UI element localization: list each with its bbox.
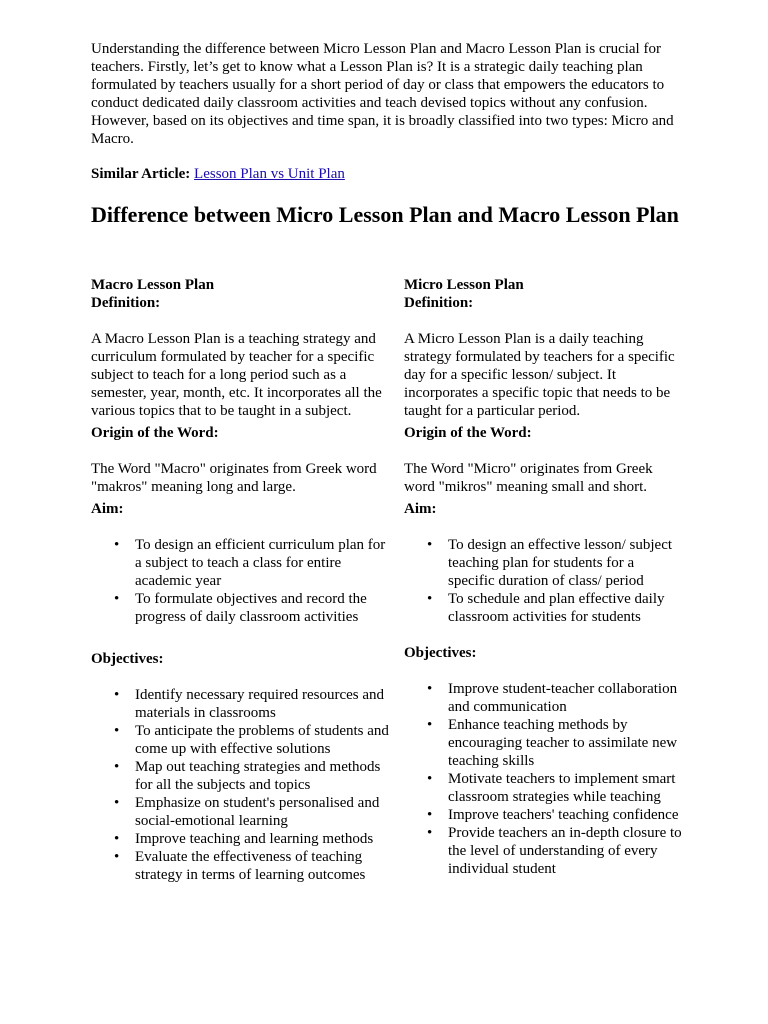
intro-paragraph: Understanding the difference between Micro Lesson Plan and Macro Lesson Plan is crucial for teachers. Firstly, let’s get to know what a Lesson Plan is? It is a strategic daily teaching plan formulated by teachers usually for a short period of day or class that empowers the educators to conduct dedicated daily classroom activities and teach devised topics without any confusion. However, based on its objectives and time span, it is broadly classified into two types: Micro and Macro. — [91, 41, 674, 147]
macro-column — [91, 276, 391, 884]
list-item: • To schedule and plan effective daily classroom activities for students — [404, 590, 684, 626]
list-item: • Identify necessary required resources and materials in classrooms — [91, 686, 391, 722]
similar-article-link[interactable]: Lesson Plan vs Unit Plan — [194, 166, 345, 182]
micro-aim-label: Aim: — [404, 501, 437, 517]
micro-aim-list — [404, 536, 684, 626]
list-item: • Improve teaching and learning methods — [91, 830, 391, 848]
micro-title: Micro Lesson Plan — [404, 277, 524, 293]
list-item: • Emphasize on student's personalised and social-emotional learning — [91, 794, 391, 830]
micro-objectives-list — [404, 680, 684, 878]
macro-objectives-list — [91, 686, 391, 884]
list-item: • Map out teaching strategies and methods for all the subjects and topics — [91, 758, 391, 794]
macro-aim-label: Aim: — [91, 501, 124, 517]
page-heading: Difference between Micro Lesson Plan and Macro Lesson Plan — [91, 202, 679, 227]
macro-title: Macro Lesson Plan — [91, 277, 215, 293]
micro-definition-label: Definition: — [404, 295, 474, 311]
list-item: • Evaluate the effectiveness of teaching strategy in terms of learning outcomes — [91, 848, 391, 884]
micro-origin: The Word "Micro" originates from Greek word "mikros" meaning small and short. — [404, 461, 653, 495]
list-item: • To design an effective lesson/ subject teaching plan for students for a specific duration of class/ period — [404, 536, 684, 590]
macro-origin: The Word "Macro" originates from Greek word "makros" meaning long and large. — [91, 461, 377, 495]
macro-objectives-label: Objectives: — [91, 651, 164, 667]
macro-aim-list — [91, 536, 391, 626]
macro-definition-label: Definition: — [91, 295, 161, 311]
list-item: • Improve teachers' teaching confidence — [404, 806, 684, 824]
list-item: • Provide teachers an in-depth closure to the level of understanding of every individual student — [404, 824, 684, 878]
macro-definition: A Macro Lesson Plan is a teaching strategy and curriculum formulated by teacher for a specific subject to teach for a long period such as a semester, year, month, etc. It incorporates all the various topics that to be taught in a subject. — [91, 331, 382, 419]
list-item: • Motivate teachers to implement smart classroom strategies while teaching — [404, 770, 684, 806]
macro-origin-label: Origin of the Word: — [91, 425, 219, 441]
list-item: • To design an efficient curriculum plan for a subject to teach a class for entire academic year — [91, 536, 391, 590]
list-item: • Improve student-teacher collaboration and communication — [404, 680, 684, 716]
list-item: • To formulate objectives and record the progress of daily classroom activities — [91, 590, 391, 626]
similar-article-label: Similar Article: — [91, 166, 191, 182]
similar-article — [91, 165, 345, 183]
list-item: • Enhance teaching methods by encouraging teacher to assimilate new teaching skills — [404, 716, 684, 770]
micro-definition: A Micro Lesson Plan is a daily teaching strategy formulated by teachers for a specific day for a specific lesson/ subject. It incorporates a specific topic that needs to be taught for a particular period. — [404, 331, 675, 419]
micro-column — [404, 276, 684, 878]
micro-origin-label: Origin of the Word: — [404, 425, 532, 441]
list-item: • To anticipate the problems of students and come up with effective solutions — [91, 722, 391, 758]
micro-objectives-label: Objectives: — [404, 645, 477, 661]
